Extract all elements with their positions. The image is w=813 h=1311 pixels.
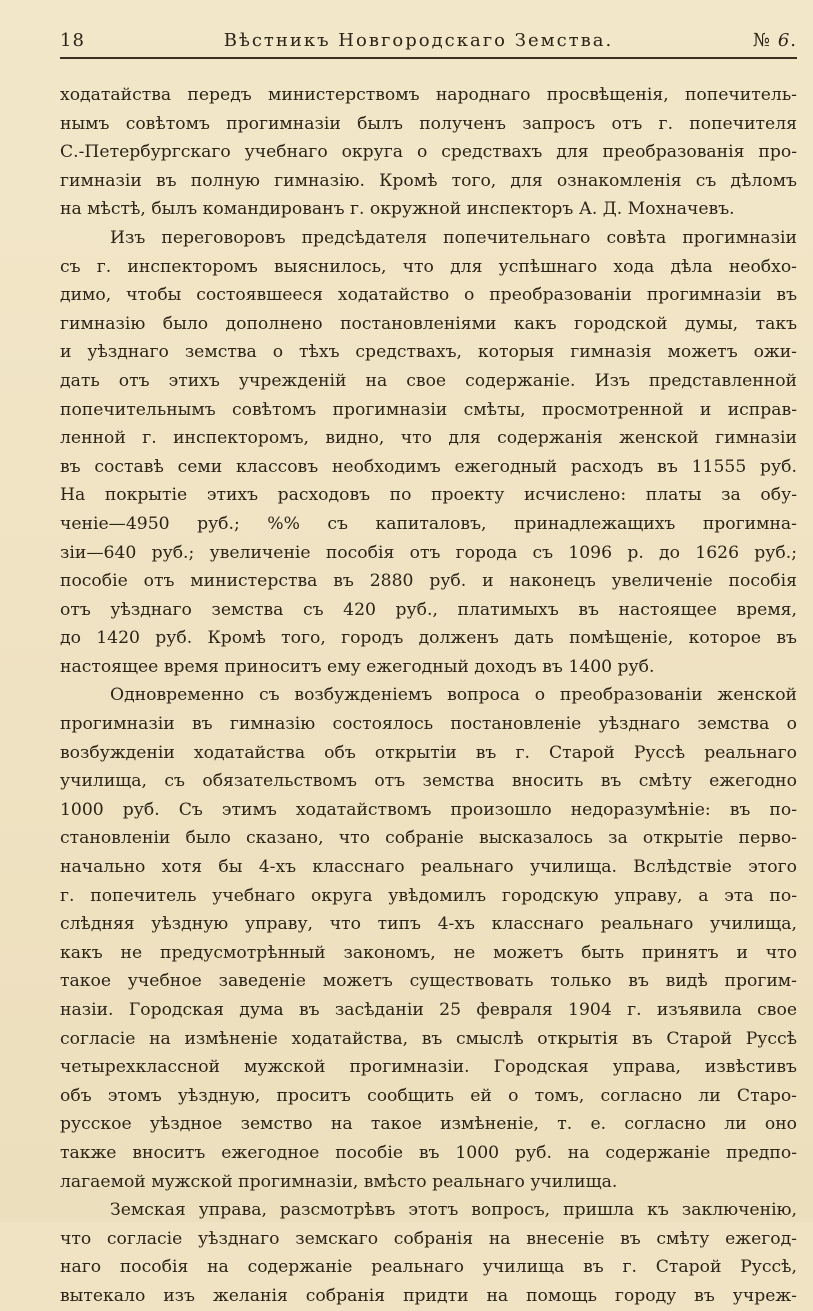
text-line: Изъ переговоровъ предсѣдателя попечительнаго совѣта прогимназіи xyxy=(110,227,797,248)
header-rule xyxy=(60,57,797,59)
text-line: С.-Петербургскаго учебнаго округа о средствахъ для преобразованія про- xyxy=(60,142,797,163)
issue-label: № xyxy=(753,30,772,51)
text-line: что согласіе уѣзднаго земскаго собранія на внесеніе въ смѣту ежегод- xyxy=(60,1228,797,1249)
text-line: согласіе на измѣненіе ходатайства, въ смыслѣ открытія въ Старой Руссѣ xyxy=(60,1028,797,1049)
text-line: димо, чтобы состоявшееся ходатайство о преобразованіи прогимназіи въ xyxy=(60,285,797,306)
text-line: возбужденіи ходатайства объ открытіи въ г. Старой Руссѣ реальнаго xyxy=(60,742,797,763)
text-line: попечительнымъ совѣтомъ прогимназіи смѣты, просмотренной и исправ- xyxy=(60,399,797,420)
text-line: становленіи было сказано, что собраніе высказалось за открытіе перво- xyxy=(60,828,797,849)
page-header xyxy=(60,30,797,57)
text-line: Земская управа, разсмотрѣвъ этотъ вопросъ, пришла къ заключенію, xyxy=(110,1200,797,1221)
text-line: пособіе отъ министерства въ 2880 руб. и наконецъ увеличеніе пособія xyxy=(60,571,797,592)
text-line: ченіе—4950 руб.; %% съ капиталовъ, принадлежащихъ прогимна- xyxy=(60,513,797,534)
text-line: училища, съ обязательствомъ отъ земства вносить въ смѣту ежегодно xyxy=(60,771,797,792)
text-line: нымъ совѣтомъ прогимназіи былъ полученъ запросъ отъ г. попечителя xyxy=(60,113,797,134)
text-line: наго пособія на содержаніе реальнаго училища въ г. Старой Руссѣ, xyxy=(60,1257,797,1278)
text-line: 1000 руб. Съ этимъ ходатайствомъ произошло недоразумѣніе: въ по- xyxy=(60,799,797,820)
text-line: ходатайства передъ министерствомъ народнаго просвѣщенія, попечитель- xyxy=(60,85,797,105)
text-line: лагаемой мужской прогимназіи, вмѣсто реальнаго училища. xyxy=(60,1171,618,1192)
text-line: г. попечитель учебнаго округа увѣдомилъ городскую управу, а эта по- xyxy=(60,885,797,906)
text-line: зіи—640 руб.; увеличеніе пособія отъ города съ 1096 р. до 1626 руб.; xyxy=(60,542,797,563)
text-line: назіи. Городская дума въ засѣданіи 25 февраля 1904 г. изъявила свое xyxy=(60,1000,797,1020)
text-line: ленной г. инспекторомъ, видно, что для содержанія женской гимназіи xyxy=(60,428,797,449)
page-number: 18 xyxy=(60,30,85,51)
text-line: отъ уѣзднаго земства съ 420 руб., платимыхъ въ настоящее время, xyxy=(60,599,797,620)
text-line: вытекало изъ желанія собранія придти на помощь городу въ учреж- xyxy=(60,1285,797,1306)
text-line: съ г. инспекторомъ выяснилось, что для успѣшнаго хода дѣла необхо- xyxy=(60,256,797,277)
text-line: настоящее время приноситъ ему ежегодный доходъ въ 1400 руб. xyxy=(60,656,655,677)
text-line: слѣдняя уѣздную управу, что типъ 4-хъ класснаго реальнаго училища, xyxy=(60,914,797,935)
text-line: На покрытіе этихъ расходовъ по проекту исчислено: платы за обу- xyxy=(60,485,797,506)
text-line: гимназіи въ полную гимназію. Кромѣ того, для ознакомленія съ дѣломъ xyxy=(60,170,797,191)
text-line: прогимназіи въ гимназію состоялось постановленіе уѣзднаго земства о xyxy=(60,714,797,735)
text-line: объ этомъ уѣздную, проситъ сообщить ей о томъ, согласно ли Старо- xyxy=(60,1085,797,1106)
text-line: и уѣзднаго земства о тѣхъ средствахъ, которыя гимназія можетъ ожи- xyxy=(60,342,797,363)
issue-number xyxy=(737,30,797,51)
text-line: въ составѣ семи классовъ необходимъ ежегодный расходъ въ 11555 руб. xyxy=(60,456,797,477)
text-line: русское уѣздное земство на такое измѣненіе, т. е. согласно ли оно xyxy=(60,1114,797,1135)
text-line: гимназію было дополнено постановленіями какъ городской думы, такъ xyxy=(60,313,797,334)
body-text xyxy=(60,81,797,1311)
text-line: также вноситъ ежегодное пособіе въ 1000 руб. на содержаніе предпо- xyxy=(60,1142,797,1163)
issue-number-value: 6. xyxy=(777,30,797,51)
text-line: какъ не предусмотрѣнный закономъ, не можетъ быть принятъ и что xyxy=(60,942,797,963)
text-line: такое учебное заведеніе можетъ существовать только въ видѣ прогим- xyxy=(60,971,797,992)
text-line: на мѣстѣ, былъ командированъ г. окружной инспекторъ А. Д. Мохначевъ. xyxy=(60,199,735,220)
text-line: до 1420 руб. Кромѣ того, городъ долженъ дать помѣщеніе, которое въ xyxy=(60,628,797,649)
text-line: дать отъ этихъ учрежденій на свое содержаніе. Изъ представленной xyxy=(60,370,797,391)
journal-title: Вѣстникъ Новгородскаго Земства. xyxy=(223,30,614,51)
text-line: начально хотя бы 4-хъ класснаго реальнаго училища. Вслѣдствіе этого xyxy=(60,857,797,878)
text-line: четырехклассной мужской прогимназіи. Городская управа, извѣстивъ xyxy=(60,1057,797,1078)
text-line: Одновременно съ возбужденіемъ вопроса о преобразованіи женской xyxy=(110,685,797,706)
